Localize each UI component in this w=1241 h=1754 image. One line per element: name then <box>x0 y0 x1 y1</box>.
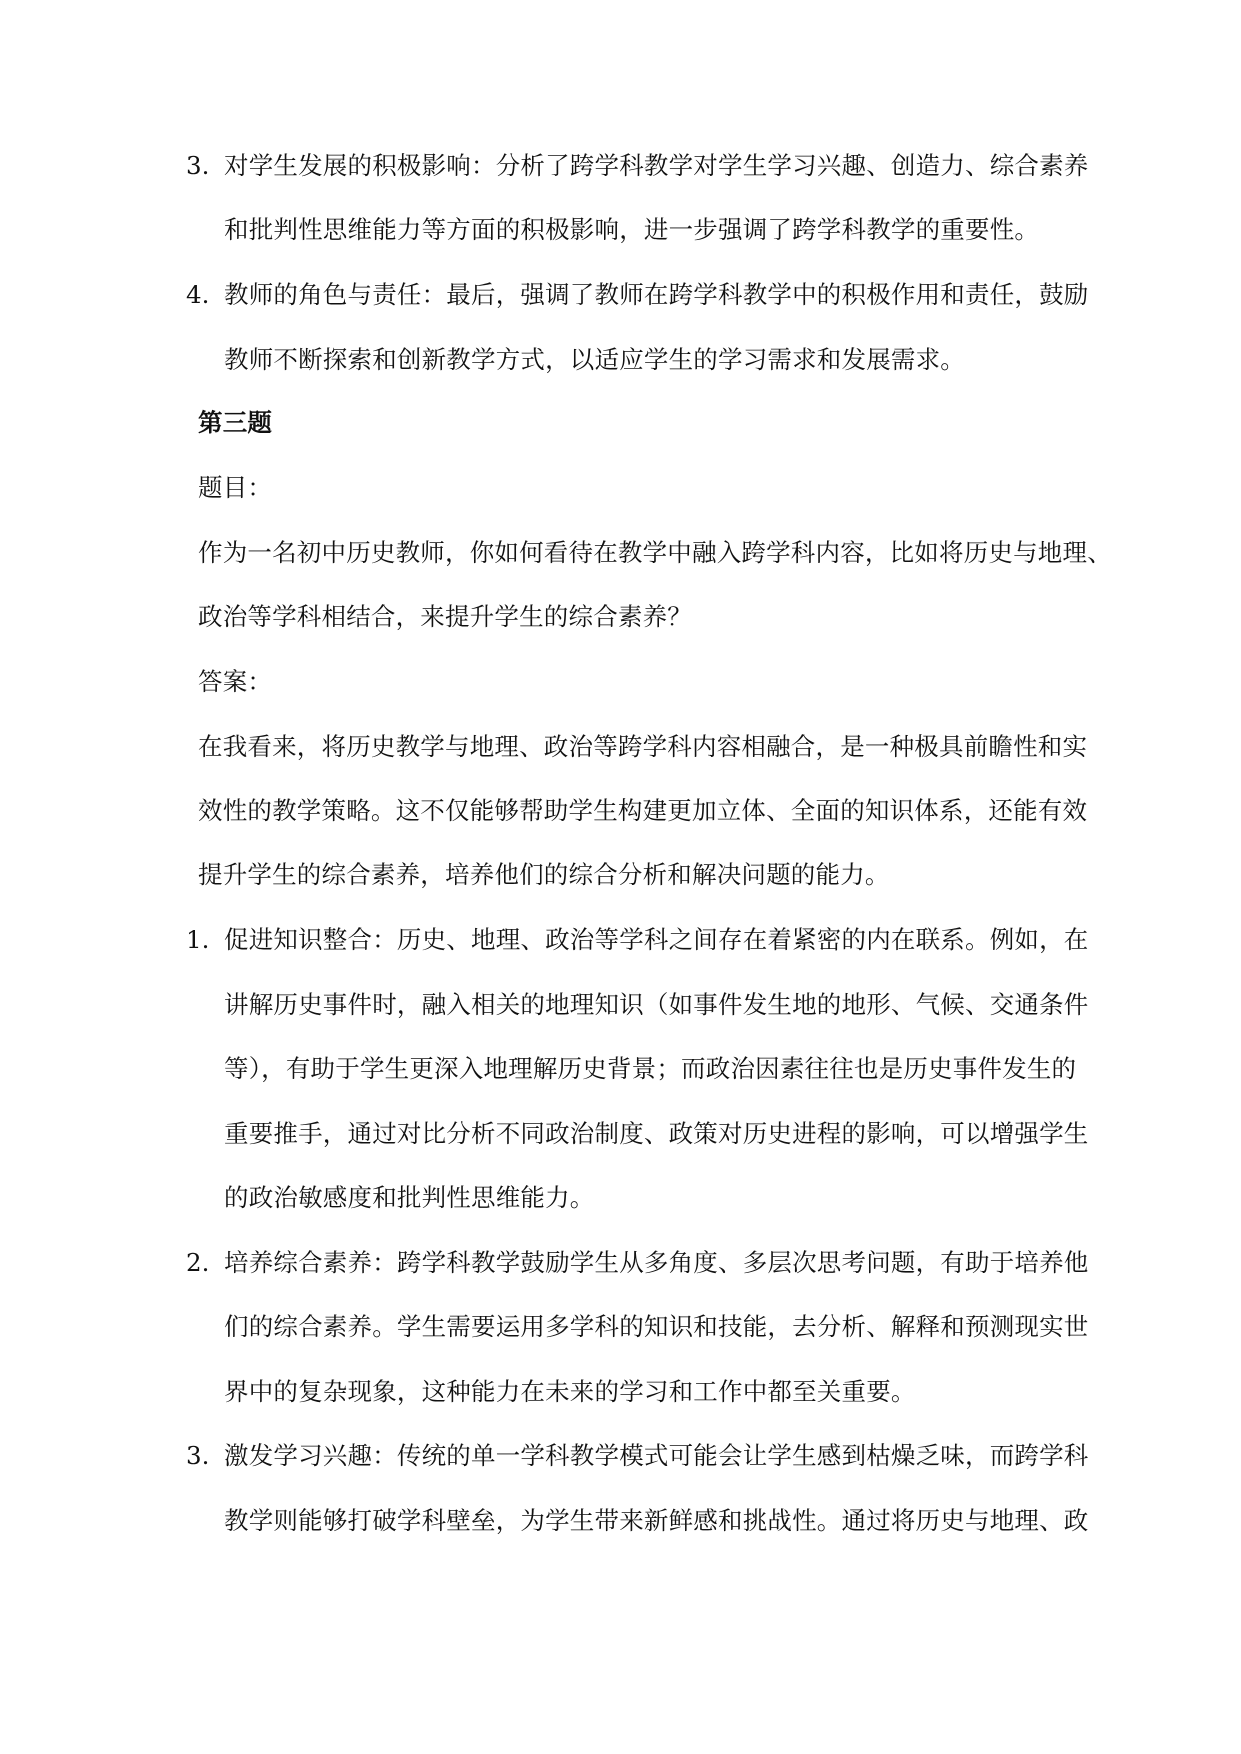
question-label: 题目： <box>198 473 273 502</box>
list-number: 1. <box>186 925 210 954</box>
answer-label: 答案： <box>198 667 273 696</box>
list-item-line: 讲解历史事件时，融入相关的地理知识（如事件发生地的地形、气候、交通条件 <box>224 990 1089 1019</box>
list-item-line: 教师不断探索和创新教学方式，以适应学生的学习需求和发展需求。 <box>224 345 965 374</box>
list-item-line: 对学生发展的积极影响：分析了跨学科教学对学生学习兴趣、创造力、综合素养 <box>224 151 1089 180</box>
question-line: 政治等学科相结合，来提升学生的综合素养？ <box>198 602 692 631</box>
list-item-line: 们的综合素养。学生需要运用多学科的知识和技能，去分析、解释和预测现实世 <box>224 1312 1089 1341</box>
list-number: 3. <box>186 151 210 180</box>
answer-line: 效性的教学策略。这不仅能够帮助学生构建更加立体、全面的知识体系，还能有效 <box>198 796 1088 825</box>
list-item-line: 重要推手，通过对比分析不同政治制度、政策对历史进程的影响，可以增强学生 <box>224 1119 1089 1148</box>
list-number: 4. <box>186 280 210 309</box>
answer-line: 在我看来，将历史教学与地理、政治等跨学科内容相融合，是一种极具前瞻性和实 <box>198 732 1088 761</box>
list-item-line: 的政治敏感度和批判性思维能力。 <box>224 1183 595 1212</box>
list-number: 2. <box>186 1248 210 1277</box>
list-item-line: 教师的角色与责任：最后，强调了教师在跨学科教学中的积极作用和责任，鼓励 <box>224 280 1089 309</box>
list-item-line: 培养综合素养：跨学科教学鼓励学生从多角度、多层次思考问题，有助于培养他 <box>224 1248 1089 1277</box>
list-item-line: 促进知识整合：历史、地理、政治等学科之间存在着紧密的内在联系。例如，在 <box>224 925 1089 954</box>
list-item-line: 和批判性思维能力等方面的积极影响，进一步强调了跨学科教学的重要性。 <box>224 215 1040 244</box>
list-number: 3. <box>186 1441 210 1470</box>
answer-line: 提升学生的综合素养，培养他们的综合分析和解决问题的能力。 <box>198 860 890 889</box>
section-title: 第三题 <box>198 408 273 437</box>
list-item-line: 界中的复杂现象，这种能力在未来的学习和工作中都至关重要。 <box>224 1377 916 1406</box>
list-item-line: 教学则能够打破学科壁垒，为学生带来新鲜感和挑战性。通过将历史与地理、政 <box>224 1506 1089 1535</box>
question-line: 作为一名初中历史教师，你如何看待在教学中融入跨学科内容，比如将历史与地理、 <box>198 538 1112 567</box>
list-item-line: 等），有助于学生更深入地理解历史背景；而政治因素往往也是历史事件发生的 <box>224 1054 1077 1083</box>
list-item-line: 激发学习兴趣：传统的单一学科教学模式可能会让学生感到枯燥乏味，而跨学科 <box>224 1441 1089 1470</box>
